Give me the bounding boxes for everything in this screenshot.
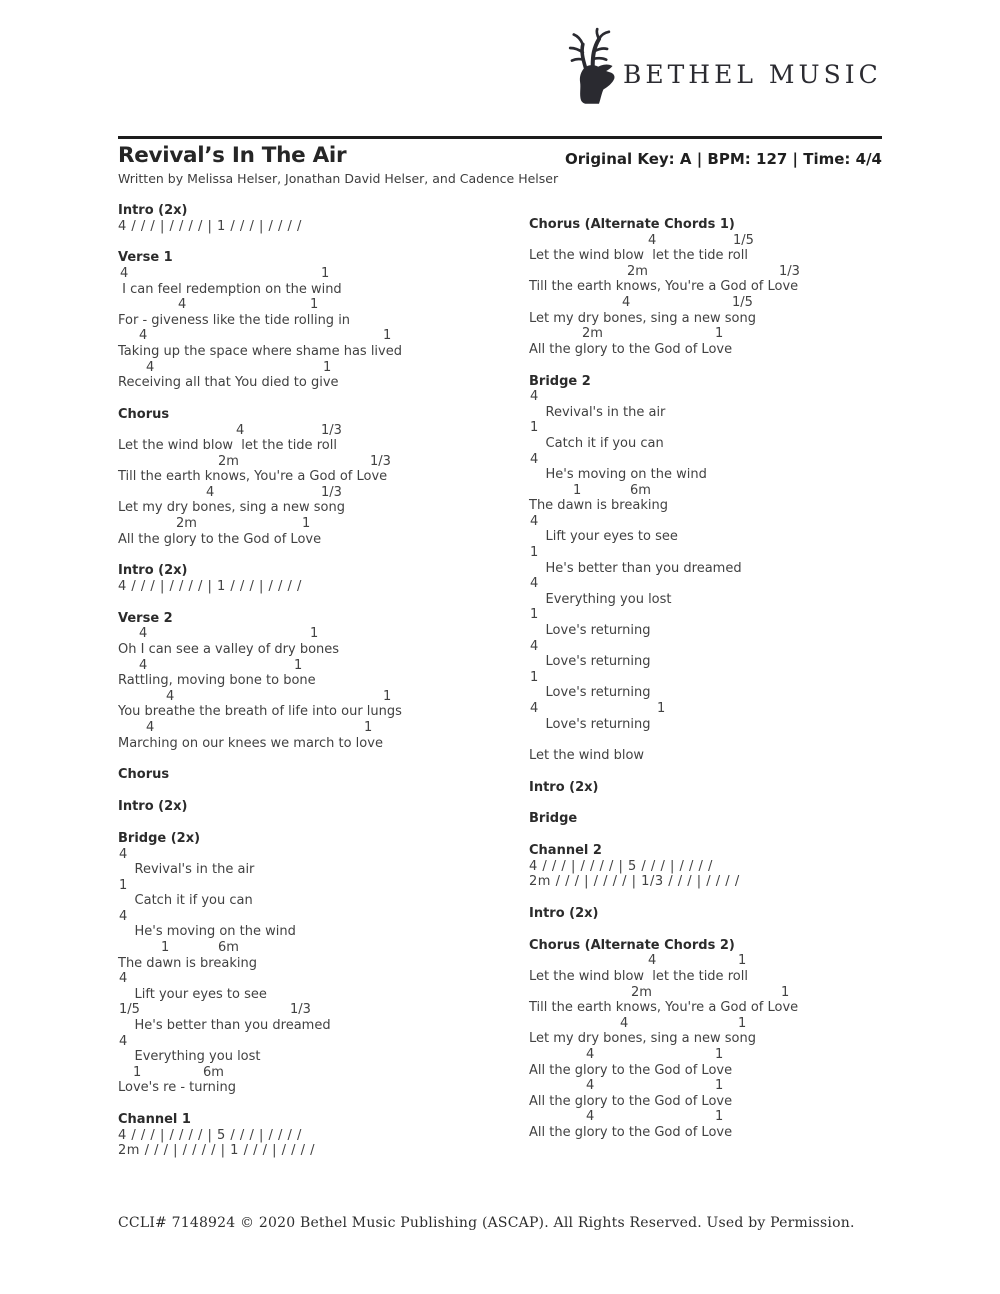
chord-line	[118, 297, 478, 313]
chord: 4	[586, 1078, 595, 1094]
song-section	[118, 407, 478, 547]
section-header: Bridge (2x)	[118, 830, 201, 846]
lyric-line: Let my dry bones, sing a new song	[529, 310, 756, 326]
chart-column-right	[529, 217, 889, 1141]
chord: 1	[310, 297, 319, 313]
lyric-line	[529, 732, 889, 748]
chord: 1/5	[732, 294, 753, 310]
section-header: Bridge 2	[529, 373, 591, 389]
lyric-line: Let the wind blow let the tide roll	[118, 438, 337, 454]
chord: 1	[715, 326, 724, 342]
song-section	[529, 217, 889, 357]
chord: 4	[178, 297, 187, 313]
lyric-line: The dawn is breaking	[118, 955, 257, 971]
chord-line	[529, 233, 889, 249]
chord: 6m	[630, 482, 651, 498]
lyric-line: Love's returning	[529, 716, 651, 732]
chord: 1/5	[733, 232, 754, 248]
rhythm-notation-line: 4 / / / | / / / / | 5 / / / | / / / /	[529, 858, 713, 874]
chord: 1	[383, 328, 392, 344]
lyric-line: Revival's in the air	[118, 862, 255, 878]
rhythm-notation-line: 4 / / / | / / / / | 1 / / / | / / / /	[118, 579, 302, 595]
chord-line	[529, 389, 889, 405]
lyric-line: Let the wind blow let the tide roll	[529, 969, 748, 985]
copyright-footer: CCLI# 7148924 © 2020 Bethel Music Publishing (ASCAP). All Rights Reserved. Used by Permission.	[118, 1215, 855, 1231]
lyric-line: Till the earth knows, You're a God of Love	[529, 279, 799, 295]
section-header: Bridge	[529, 811, 578, 827]
lyric-line: Love's returning	[529, 654, 651, 670]
lyric-line: Love's re - turning	[118, 1080, 236, 1096]
chord: 1	[530, 420, 539, 436]
chord: 4	[206, 484, 215, 500]
chord-line	[529, 326, 889, 342]
chord: 4	[236, 422, 245, 438]
section-header: Intro (2x)	[529, 906, 599, 922]
chord: 1/3	[290, 1002, 311, 1018]
lyric-line: All the glory to the God of Love	[529, 341, 733, 357]
lyric-line: I can feel redemption on the wind	[118, 281, 342, 297]
lyric-line: Lift your eyes to see	[118, 986, 267, 1002]
lyric-line: Love's returning	[529, 623, 651, 639]
chord: 2m	[631, 984, 652, 1000]
chord-line	[118, 720, 478, 736]
chord: 4	[586, 1047, 595, 1063]
chord-line	[118, 940, 478, 956]
chord: 2m	[218, 453, 239, 469]
chord-line	[529, 985, 889, 1001]
chord-line	[118, 266, 478, 282]
chord: 1/3	[321, 422, 342, 438]
song-section	[118, 250, 478, 390]
chord: 1	[321, 265, 330, 281]
lyric-line: Catch it if you can	[529, 435, 664, 451]
chord: 4	[119, 846, 128, 862]
section-header: Intro (2x)	[118, 203, 188, 218]
chord: 4	[530, 389, 539, 405]
section-header: Chorus	[118, 767, 170, 783]
chord: 4	[530, 576, 539, 592]
brand-wordmark: BETHEL MUSIC	[623, 60, 882, 89]
section-header: Intro (2x)	[118, 563, 188, 579]
lyric-line: Lift your eyes to see	[529, 529, 678, 545]
lyric-line: He's moving on the wind	[118, 924, 296, 940]
lyric-line: Let the wind blow	[529, 747, 645, 763]
chord: 1	[530, 545, 539, 561]
lyric-line: He's better than you dreamed	[529, 560, 742, 576]
chart-column-left	[118, 203, 478, 1159]
chord: 1	[530, 607, 539, 623]
lyric-line: Let my dry bones, sing a new song	[529, 1031, 756, 1047]
lyric-line: All the glory to the God of Love	[529, 1093, 733, 1109]
chord: 1	[738, 953, 747, 969]
lyric-line: All the glory to the God of Love	[529, 1125, 733, 1140]
section-header: Verse 1	[118, 250, 173, 266]
section-header: Chorus	[118, 406, 170, 422]
rhythm-notation-line: 4 / / / | / / / / | 1 / / / | / / / /	[118, 218, 302, 234]
song-section	[529, 811, 889, 827]
song-section	[118, 203, 478, 234]
lyric-line: Taking up the space where shame has lived	[118, 343, 402, 359]
chord-line	[118, 360, 478, 376]
chord: 4	[530, 701, 539, 716]
chord-line	[529, 670, 889, 686]
song-section	[529, 938, 889, 1141]
chord-line	[118, 626, 478, 642]
chord: 1	[294, 657, 303, 673]
chord: 1	[657, 701, 666, 716]
chord-line	[118, 516, 478, 532]
chord: 4	[119, 971, 128, 987]
chord: 6m	[218, 940, 239, 956]
lyric-line: Everything you lost	[118, 1049, 261, 1065]
chord-line	[529, 264, 889, 280]
chord-line	[529, 576, 889, 592]
lyric-line: Oh I can see a valley of dry bones	[118, 642, 340, 657]
section-header: Verse 2	[118, 610, 173, 626]
chord: 2m	[582, 326, 603, 342]
chord-line	[529, 1016, 889, 1032]
section-header: Intro (2x)	[118, 799, 188, 815]
bethel-music-logo	[563, 24, 893, 108]
chord: 1	[310, 626, 319, 642]
chord: 1/3	[779, 263, 800, 279]
song-section	[529, 374, 889, 764]
lyric-line: All the glory to the God of Love	[529, 1062, 733, 1078]
chord: 1	[119, 877, 128, 893]
chord: 1/5	[119, 1002, 140, 1018]
chord: 1	[715, 1078, 724, 1094]
song-section	[529, 906, 889, 922]
rhythm-notation-line: 2m / / / | / / / / | 1 / / / | / / / /	[118, 1143, 316, 1159]
song-section	[118, 611, 478, 751]
deer-head-icon	[563, 26, 617, 106]
lyric-line: Catch it if you can	[118, 893, 253, 909]
chord: 1	[781, 984, 790, 1000]
chord-line	[118, 1002, 478, 1018]
chord-line	[118, 909, 478, 925]
chord-line	[118, 689, 478, 705]
chord: 4	[530, 638, 539, 654]
song-section	[118, 1112, 478, 1159]
chord: 1	[383, 688, 392, 704]
chord: 4	[620, 1015, 629, 1031]
lyric-line: Let my dry bones, sing a new song	[118, 500, 345, 516]
chord: 1	[573, 482, 582, 498]
rhythm-notation-line: 4 / / / | / / / / | 5 / / / | / / / /	[118, 1127, 302, 1143]
lyric-line: Till the earth knows, You're a God of Love	[529, 1000, 799, 1016]
chord-line	[529, 953, 889, 969]
chord-line	[118, 971, 478, 987]
song-section	[118, 799, 478, 815]
chord: 4	[648, 232, 657, 248]
lyric-line: Marching on our knees we march to love	[118, 735, 383, 751]
song-section	[118, 563, 478, 594]
chord: 1/3	[370, 453, 391, 469]
chord: 4	[530, 451, 539, 467]
chord: 6m	[203, 1064, 224, 1080]
chord-line	[118, 878, 478, 894]
lyric-line: He's better than you dreamed	[118, 1018, 331, 1034]
chord: 1	[302, 516, 311, 532]
lyric-line: For - giveness like the tide rolling in	[118, 312, 351, 328]
song-key-bpm-time: Original Key: A | BPM: 127 | Time: 4/4	[565, 150, 882, 168]
chord-line	[118, 1065, 478, 1081]
lyric-line: You breathe the breath of life into our lungs	[118, 704, 402, 720]
chord: 4	[648, 953, 657, 969]
section-header: Chorus (Alternate Chords 2)	[529, 937, 735, 953]
lyric-line: The dawn is breaking	[529, 498, 668, 514]
header-divider	[118, 136, 882, 139]
chord: 1	[161, 940, 170, 956]
chord-line	[118, 847, 478, 863]
chord: 1	[715, 1109, 724, 1125]
chord-line	[118, 1034, 478, 1050]
chord: 1	[715, 1047, 724, 1063]
section-header: Channel 2	[529, 843, 602, 859]
section-header: Channel 1	[118, 1112, 191, 1128]
lyric-line: Revival's in the air	[529, 404, 666, 420]
chord-line	[529, 1078, 889, 1094]
section-header: Chorus (Alternate Chords 1)	[529, 217, 735, 232]
chord: 2m	[176, 516, 197, 532]
chord-line	[118, 423, 478, 439]
chord: 4	[146, 719, 155, 735]
chord-line	[529, 1109, 889, 1125]
chord: 4	[119, 1033, 128, 1049]
chord: 4	[139, 328, 148, 344]
chord: 4	[622, 294, 631, 310]
chord: 1	[738, 1015, 747, 1031]
chord-line	[118, 658, 478, 674]
song-section	[118, 767, 478, 783]
chord-line	[118, 328, 478, 344]
chord: 4	[166, 688, 175, 704]
chord-line	[529, 483, 889, 499]
chord-line	[529, 639, 889, 655]
chord: 4	[120, 265, 129, 281]
chord-line	[529, 607, 889, 623]
chord-line	[529, 420, 889, 436]
chord: 1	[133, 1064, 142, 1080]
lyric-line: Receiving all that You died to give	[118, 375, 339, 391]
song-section	[529, 780, 889, 796]
lyric-line: Let the wind blow let the tide roll	[529, 248, 748, 264]
chord: 4	[530, 513, 539, 529]
lyric-line: He's moving on the wind	[529, 467, 707, 483]
chord-line	[529, 701, 889, 717]
chord: 4	[586, 1109, 595, 1125]
chord-line	[529, 545, 889, 561]
lyric-line: Till the earth knows, You're a God of Love	[118, 469, 388, 485]
chord: 1/3	[321, 484, 342, 500]
chord: 2m	[627, 263, 648, 279]
chord: 1	[323, 359, 332, 375]
lyric-line: Rattling, moving bone to bone	[118, 673, 316, 689]
chord: 4	[139, 626, 148, 642]
chord: 4	[146, 359, 155, 375]
chord: 1	[530, 669, 539, 685]
lyric-line: All the glory to the God of Love	[118, 531, 322, 547]
section-header: Intro (2x)	[529, 779, 599, 795]
song-section	[118, 831, 478, 1096]
rhythm-notation-line: 2m / / / | / / / / | 1/3 / / / | / / / /	[529, 874, 740, 890]
chord-line	[118, 454, 478, 470]
chord: 1	[364, 719, 373, 735]
chord-line	[529, 295, 889, 311]
chord-line	[529, 452, 889, 468]
songwriters-byline: Written by Melissa Helser, Jonathan David Helser, and Cadence Helser	[118, 171, 559, 186]
song-section	[529, 843, 889, 890]
chord: 4	[139, 657, 148, 673]
chord-line	[529, 514, 889, 530]
lyric-line: Everything you lost	[529, 591, 672, 607]
lyric-line: Love's returning	[529, 685, 651, 701]
chord-line	[529, 1047, 889, 1063]
chord: 4	[119, 908, 128, 924]
song-title: Revival’s In The Air	[118, 143, 347, 168]
chord-line	[118, 485, 478, 501]
